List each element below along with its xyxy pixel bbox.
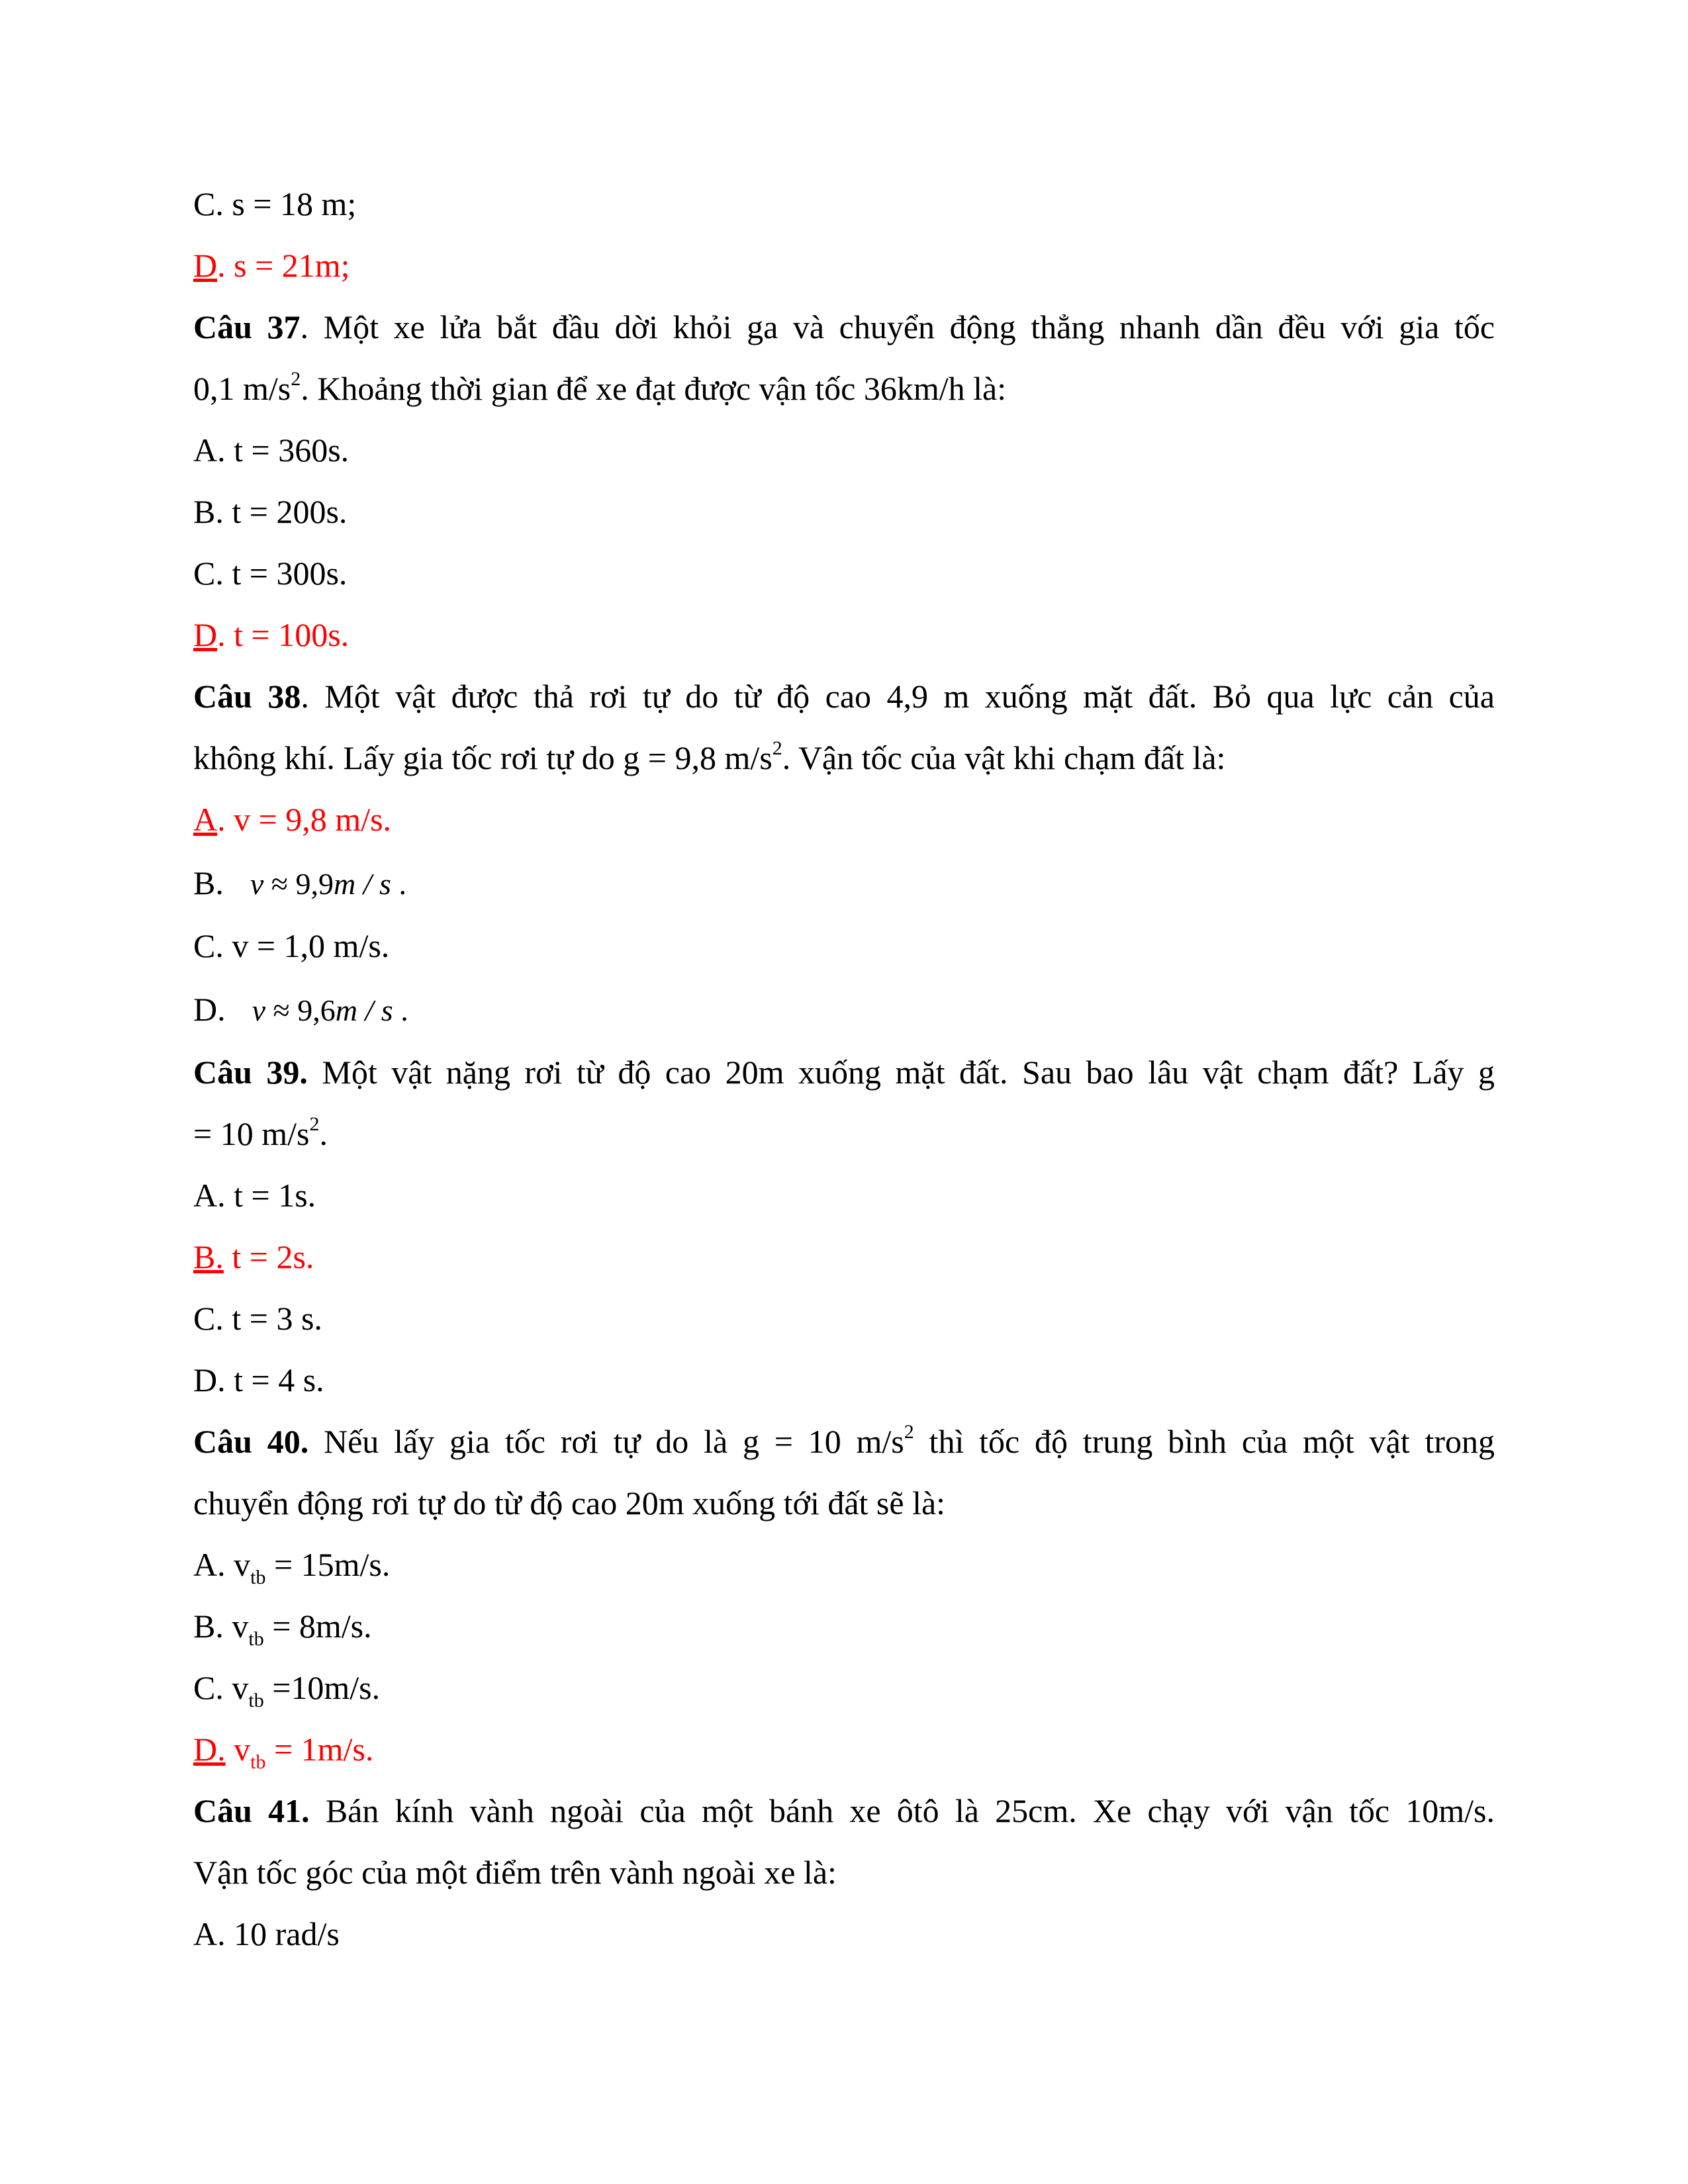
option-c: C. $v_{tb} =10m/s$. [193, 1669, 381, 1711]
question-40: Câu 40. Nếu lấy gia tốc rơi tự do là g = 10 $m/s^2$ thì tốc độ trung bình của một vật trong [193, 1421, 1495, 1460]
option-b: B. $v_{tb} = 8m/s$. [193, 1608, 372, 1650]
question-38: Câu 38. Một vật được thả rơi tự do từ độ cao 4,9 m xuống mặt đất. Bỏ qua lực cản của [193, 678, 1495, 715]
option-c: C. v = 1,0 m/s. [193, 927, 390, 964]
question-label: Câu 37 [193, 308, 301, 345]
question-38-line2: không khí. Lấy gia tốc rơi tự do g = 9,8 $m/s^2$. Vận tốc của vật khi chạm đất là: [193, 737, 1226, 776]
option-c: C. s = 18 m; [193, 185, 357, 222]
question-39-line2: = 10 $m/s^2$. [193, 1113, 328, 1152]
option-a: A. 10 rad/s [193, 1915, 340, 1952]
option-d-correct: D. $v_{tb} = 1m/s$. [193, 1731, 374, 1773]
question-37: Câu 37. Một xe lửa bắt đầu dời khỏi ga và chuyển động thẳng nhanh dần đều với gia tốc [193, 308, 1495, 345]
document-page [193, 173, 1495, 1965]
option-c: C. t = 300s. [193, 555, 348, 592]
question-label: Câu 39. [193, 1054, 308, 1091]
question-41: Câu 41. Bán kính vành ngoài của một bánh xe ôtô là 25cm. Xe chạy với vận tốc 10m/s. [193, 1792, 1495, 1829]
option-a: A. t = 360s. [193, 432, 350, 469]
option-b: B. t = 200s. [193, 493, 348, 530]
option-d: D. t = 4 s. [193, 1361, 324, 1398]
option-a: A. $v_{tb} = 15m/s$. [193, 1546, 391, 1588]
option-b: B. v ≈ 9,9m / s . [193, 864, 406, 901]
option-d: D. v ≈ 9,6m / s . [193, 991, 408, 1028]
question-label: Câu 38 [193, 678, 301, 715]
question-label: Câu 41. [193, 1792, 310, 1829]
option-d-correct: D. t = 100s. [193, 616, 350, 653]
option-a-correct: A. v = 9,8 m/s. [193, 801, 392, 838]
math-formula: v ≈ 9,6m / s . [252, 993, 408, 1027]
question-41-line2: Vận tốc góc của một điểm trên vành ngoài xe là: [193, 1854, 837, 1891]
option-b-correct: B. t = 2s. [193, 1238, 314, 1275]
question-39: Câu 39. Một vật nặng rơi từ độ cao 20m xuống mặt đất. Sau bao lâu vật chạm đất? Lấy g [193, 1054, 1495, 1091]
question-37-line2: 0,1 $m/s^2$. Khoảng thời gian để xe đạt được vận tốc 36km/h là: [193, 368, 1007, 407]
question-40-line2: chuyển động rơi tự do từ độ cao 20m xuống tới đất sẽ là: [193, 1484, 946, 1522]
question-label: Câu 40. [193, 1423, 309, 1460]
math-formula: v ≈ 9,9m / s . [250, 867, 406, 901]
option-d-correct: D. s = 21m; [193, 247, 350, 284]
option-a: A. t = 1s. [193, 1177, 316, 1214]
option-c: C. t = 3 s. [193, 1300, 322, 1337]
